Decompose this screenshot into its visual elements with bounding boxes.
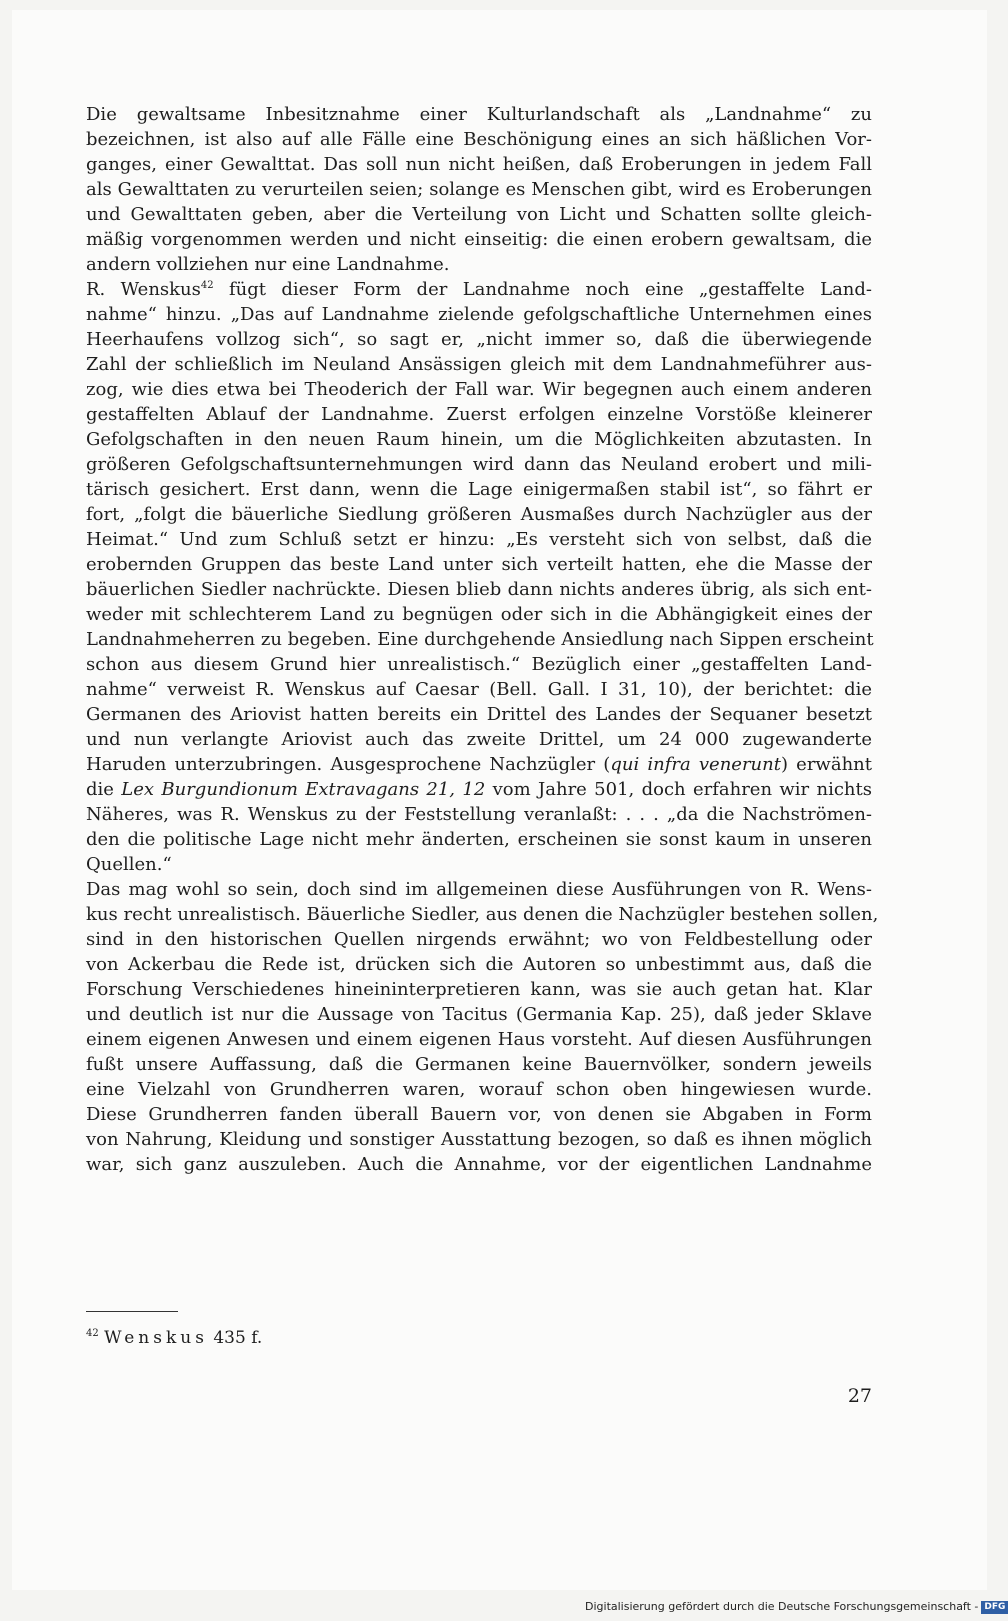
- text-line: den die politische Lage nicht mehr änderten, erscheinen sie sonst kaum in unseren: [86, 829, 872, 850]
- text-line: andern vollziehen nur eine Landnahme.: [86, 254, 450, 275]
- text-line: Forschung Verschiedenes hineininterpretieren kann, was sie auch getan hat. Klar: [86, 979, 872, 1000]
- text-line: erobernden Gruppen das beste Land unter sich verteilt hatten, ehe die Masse der: [86, 554, 872, 575]
- footnote-number: 42: [86, 1328, 99, 1339]
- text-line: von Ackerbau die Rede ist, drücken sich die Autoren so unbestimmt aus, daß die: [86, 954, 872, 975]
- text-segment: R. Wenskus: [86, 279, 201, 300]
- text-line: von Nahrung, Kleidung und sonstiger Ausstattung bezogen, so daß es ihnen möglich: [86, 1129, 872, 1150]
- text-line: Die gewaltsame Inbesitznahme einer Kulturlandschaft als „Landnahme“ zu: [86, 104, 872, 125]
- dfg-logo: DFG: [981, 1601, 1008, 1614]
- text-line: Germanen des Ariovist hatten bereits ein Drittel des Landes der Sequaner besetzt: [86, 704, 872, 725]
- text-line: eine Vielzahl von Grundherren waren, worauf schon oben hingewiesen wurde.: [86, 1079, 872, 1100]
- text-segment: ) erwähnt: [780, 754, 872, 775]
- text-line: [86, 277, 872, 302]
- text-line: Näheres, was R. Wenskus zu der Feststellung veranlaßt: . . . „da die Nachströmen-: [86, 804, 872, 825]
- text-line: einem eigenen Anwesen und einem eigenen Haus vorsteht. Auf diesen Ausführungen: [86, 1029, 872, 1050]
- text-line: Landnahmeherren zu begeben. Eine durchgehende Ansiedlung nach Sippen erscheint: [86, 629, 874, 650]
- text-line: tärisch gesichert. Erst dann, wenn die Lage einigermaßen stabil ist“, so fährt er: [86, 479, 872, 500]
- text-line: sind in den historischen Quellen nirgends erwähnt; wo von Feldbestellung oder: [86, 929, 872, 950]
- text-line: nahme“ verweist R. Wenskus auf Caesar (Bell. Gall. I 31, 10), der berichtet: die: [86, 679, 872, 700]
- text-line: und deutlich ist nur die Aussage von Tacitus (Germania Kap. 25), daß jeder Sklave: [86, 1004, 872, 1025]
- text-line: kus recht unrealistisch. Bäuerliche Siedler, aus denen die Nachzügler bestehen sollen,: [86, 904, 879, 925]
- text-line: war, sich ganz auszuleben. Auch die Annahme, vor der eigentlichen Landnahme: [86, 1154, 872, 1175]
- text-segment: die: [86, 779, 122, 800]
- italic-source-title: Lex Burgundionum Extravagans 21, 12: [121, 779, 486, 800]
- text-line: zog, wie dies etwa bei Theoderich der Fall war. Wir begegnen auch einem anderen: [86, 379, 872, 400]
- text-line: nahme“ hinzu. „Das auf Landnahme zielende gefolgschaftliche Unternehmen eines: [86, 304, 872, 325]
- text-line: mäßig vorgenommen werden und nicht einseitig: die einen erobern gewaltsam, die: [86, 229, 872, 250]
- text-line: Das mag wohl so sein, doch sind im allgemeinen diese Ausführungen von R. Wens-: [86, 879, 872, 900]
- text-line: ganges, einer Gewalttat. Das soll nun nicht heißen, daß Eroberungen in jedem Fall: [86, 154, 872, 175]
- text-line: bezeichnen, ist also auf alle Fälle eine Beschönigung eines an sich häßlichen Vor-: [86, 129, 872, 150]
- text-line: Heerhaufens vollzog sich“, so sagt er, „nicht immer so, daß die überwiegende: [86, 329, 872, 350]
- text-line: Zahl der schließlich im Neuland Ansässigen gleich mit dem Landnahmeführer aus-: [86, 354, 872, 375]
- digitization-footer: [585, 1599, 1008, 1615]
- body-text: [86, 102, 879, 1177]
- text-line: als Gewalttaten zu verurteilen seien; solange es Menschen gibt, wird es Eroberungen: [86, 179, 872, 200]
- italic-latin-phrase: qui infra venerunt: [610, 754, 781, 775]
- text-segment: vom Jahre 501, doch erfahren wir nichts: [485, 779, 873, 800]
- text-line: Diese Grundherren fanden überall Bauern vor, von denen sie Abgaben in Form: [86, 1104, 872, 1125]
- text-line: fort, „folgt die bäuerliche Siedlung größeren Ausmaßes durch Nachzügler aus der: [86, 504, 872, 525]
- text-line: Quellen.“: [86, 854, 172, 875]
- text-line: gestaffelten Ablauf der Landnahme. Zuerst erfolgen einzelne Vorstöße kleinerer: [86, 404, 872, 425]
- text-line: und nun verlangte Ariovist auch das zweite Drittel, um 24 000 zugewanderte: [86, 729, 872, 750]
- text-line: [86, 752, 872, 777]
- page-number: 27: [847, 1385, 872, 1407]
- footnote-text: 435 f.: [207, 1328, 263, 1348]
- text-segment: Haruden unterzubringen. Ausgesprochene Nachzügler (: [86, 754, 611, 775]
- footer-text: Digitalisierung gefördert durch die Deutsche Forschungsgemeinschaft -: [585, 1600, 979, 1613]
- text-line: größeren Gefolgschaftsunternehmungen wird dann das Neuland erobert und mili-: [86, 454, 872, 475]
- footnote-divider: [86, 1311, 178, 1312]
- text-line: weder mit schlechterem Land zu begnügen oder sich in die Abhängigkeit eines der: [86, 604, 872, 625]
- footnote-reference: 42: [200, 280, 214, 291]
- text-line: fußt unsere Auffassung, daß die Germanen keine Bauernvölker, sondern jeweils: [86, 1054, 872, 1075]
- text-line: bäuerlichen Siedler nachrückte. Diesen blieb dann nichts anderes übrig, als sich ent-: [86, 579, 872, 600]
- footnote: [86, 1326, 262, 1350]
- text-line: Heimat.“ Und zum Schluß setzt er hinzu: „Es versteht sich von selbst, daß die: [86, 529, 872, 550]
- text-line: und Gewalttaten geben, aber die Verteilung von Licht und Schatten sollte gleich-: [86, 204, 872, 225]
- text-line: [86, 777, 872, 802]
- footnote-author: Wenskus: [104, 1328, 208, 1348]
- text-segment: fügt dieser Form der Landnahme noch eine „gestaffelte Land-: [213, 279, 873, 300]
- text-line: schon aus diesem Grund hier unrealistisch.“ Bezüglich einer „gestaffelten Land-: [86, 654, 872, 675]
- text-line: Gefolgschaften in den neuen Raum hinein, um die Möglichkeiten abzutasten. In: [86, 429, 872, 450]
